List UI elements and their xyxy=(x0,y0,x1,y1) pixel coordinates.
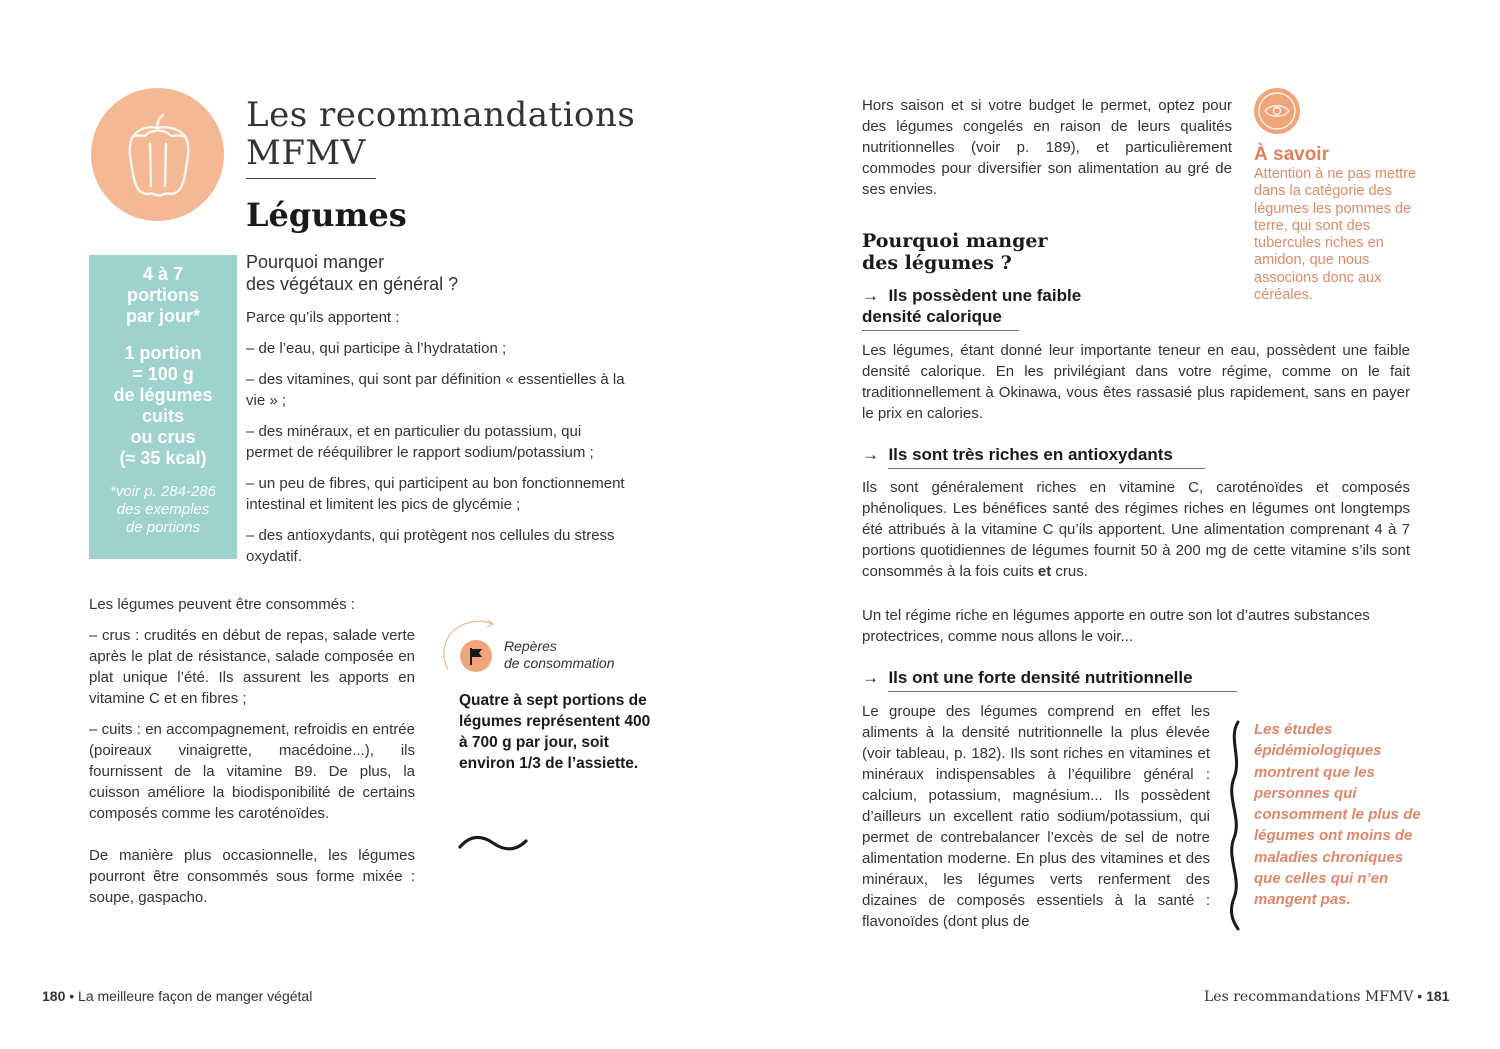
heading-text: Ils ont une forte densité nutritionnelle xyxy=(888,668,1193,687)
consumption-section xyxy=(89,594,415,918)
portion-note: *voir p. 284-286 xyxy=(110,483,216,500)
footer-bullet: • xyxy=(69,988,75,1004)
portion-line: par jour* xyxy=(125,306,200,326)
page-number: 181 xyxy=(1426,988,1450,1004)
heading-line: des légumes ? xyxy=(862,252,1012,274)
reperes-text: Quatre à sept portions de légumes représentent 400 à 700 g par jour, soit environ 1/3 de l’assiette. xyxy=(459,692,651,772)
wavy-brace-icon xyxy=(1222,718,1246,933)
heading-line: densité calorique xyxy=(862,307,1002,326)
portion-line: ou crus xyxy=(130,427,196,447)
portion-line: portions xyxy=(127,285,199,305)
a-savoir-title: À savoir xyxy=(1254,144,1329,165)
protective-substances-paragraph: Un tel régime riche en légumes apporte en outre son lot d’autres substances protectrices, comme nous allons le voir... xyxy=(862,607,1370,645)
portion-count: 4 à 7 xyxy=(142,264,184,284)
arrow-right-icon: → xyxy=(862,668,879,687)
footer-right xyxy=(1204,988,1449,1005)
title-line-2: MFMV xyxy=(246,133,366,173)
portion-kcal: (≈ 35 kcal) xyxy=(119,448,207,468)
question-line: Pourquoi manger xyxy=(246,252,385,272)
label-line: Repères xyxy=(504,638,557,654)
subheading-underline xyxy=(888,468,1205,469)
list-item: – des minéraux, et en particulier du potassium, qui permet de rééquilibrer le rapport sodium/potassium ; xyxy=(246,423,594,461)
text-span: Ils sont généralement riches en vitamine C, caroténoïdes et composés phénoliques. Les bénéfices santé des régimes riches en légumes ont longtemps été attribués à la vitamine C qu’ils apportent. Une alimentation comprenant 4 à 7 portions quotidiennes de légumes fournit 50 à 200 mg de cette vitamine s’ils sont consommés à la fois cuits xyxy=(862,479,1410,580)
subheading-underline xyxy=(862,330,1019,331)
portion-note: de portions xyxy=(125,519,201,536)
portion-info-box xyxy=(89,255,237,559)
frozen-vegetables-paragraph: Hors saison et si votre budget le permet, optez pour des légumes congelés en raison de leurs qualités nutritionnelles (voir p. 189), et particulièrement commodes pour diversifier son alimentation au gré de ses envies. xyxy=(862,97,1232,198)
text-bold: et xyxy=(1037,563,1052,580)
why-plants-list xyxy=(246,307,631,577)
reperes-label xyxy=(504,638,615,672)
antioxidants-paragraph xyxy=(862,477,1410,582)
text-span: crus. xyxy=(1051,563,1088,580)
arrow-right-icon: → xyxy=(862,445,879,464)
portion-line: = 100 g xyxy=(132,364,194,384)
heading-line: Pourquoi manger xyxy=(862,230,1048,252)
nutrient-density-paragraph: Le groupe des légumes comprend en effet les aliments à la densité nutritionnelle la plus élevée (voir tableau, p. 182). Ils sont riches en vitamines et minéraux indispensables à l’équilibre général : calcium, potassium, magnésium... Ils possèdent d’ailleurs un excellent ratio sodium/potassium, qui permet de contrebalancer l’excès de sel de notre alimentation moderne. En plus des vitamines et des minéraux, les légumes verts renferment des dizaines de composés essentiels à la santé : flavonoïdes (dont plus de xyxy=(862,703,1210,930)
arrow-right-icon: → xyxy=(862,286,879,305)
title-divider xyxy=(246,178,376,179)
low-calorie-paragraph: Les légumes, étant donné leur importante teneur en eau, possèdent une faible densité calorique. En les privilégiant dans votre régime, comme on le fait traditionnellement à Okinawa, vous êtes rassasié plus rapidement, sans en payer le prix en calories. xyxy=(862,342,1410,422)
book-title: La meilleure façon de manger végétal xyxy=(78,988,313,1004)
pull-quote: Les études épidémiologiques montrent que les personnes qui consomment le plus de légumes ont moins de maladies chroniques que celles qui n’en mangent pas. xyxy=(1254,721,1421,909)
eye-icon xyxy=(1254,88,1300,134)
consumption-occasional: De manière plus occasionnelle, les légumes pourront être consommés sous forme mixée : soupe, gaspacho. xyxy=(89,847,415,906)
subheading-underline xyxy=(888,691,1237,692)
list-intro: Parce qu’ils apportent : xyxy=(246,309,400,326)
bell-pepper-icon xyxy=(91,88,224,221)
subheading-antioxidants xyxy=(862,444,1173,465)
consumption-cooked: – cuits : en accompagnement, refroidis en entrée (poireaux vinaigrette, macédoine...), ils fournissent de la vitamine B9. De plus, la cuisson améliore la biodisponibilité de certains composés comme les caroténoïdes. xyxy=(89,721,415,822)
subheading-low-calorie xyxy=(862,285,1081,327)
running-title: Les recommandations MFMV xyxy=(1204,989,1414,1005)
footer-left xyxy=(42,988,312,1004)
footer-bullet: • xyxy=(1417,988,1423,1004)
list-item: – des antioxydants, qui protègent nos cellules du stress oxydatif. xyxy=(246,527,615,565)
list-item: – de l’eau, qui participe à l’hydratation ; xyxy=(246,340,507,357)
page-number: 180 xyxy=(42,988,66,1004)
list-item: – des vitamines, qui sont par définition « essentielles à la vie » ; xyxy=(246,371,625,409)
portion-note: des exemples xyxy=(116,501,210,518)
portion-line: cuits xyxy=(141,406,184,426)
heading-line: Ils possèdent une faible xyxy=(888,286,1082,305)
why-vegetables-heading xyxy=(862,230,1048,274)
consumption-raw: – crus : crudités en début de repas, salade verte après le plat de résistance, salade composée en plat unique l’été. Ils assurent les apports en vitamine C et en fibres ; xyxy=(89,627,415,707)
page-title xyxy=(246,96,635,172)
portion-line: 1 portion xyxy=(124,343,202,363)
label-line: de consommation xyxy=(504,655,615,671)
subheading-nutrient-density xyxy=(862,667,1193,688)
tilde-ornament-icon xyxy=(457,832,529,854)
reperes-callout xyxy=(440,618,640,678)
flag-icon xyxy=(460,640,492,672)
consumption-intro: Les légumes peuvent être consommés : xyxy=(89,596,355,613)
heading-text: Ils sont très riches en antioxydants xyxy=(888,445,1173,464)
section-title: Légumes xyxy=(246,196,407,234)
title-line-1: Les recommandations xyxy=(246,95,636,135)
why-plants-question xyxy=(246,251,458,295)
question-line: des végétaux en général ? xyxy=(246,274,459,294)
a-savoir-text: Attention à ne pas mettre dans la catégorie des légumes les pommes de terre, qui sont des tubercules riches en amidon, que nous associons donc aux céréales. xyxy=(1254,166,1417,304)
list-item: – un peu de fibres, qui participent au bon fonctionnement intestinal et limitent les pics de glycémie ; xyxy=(246,475,625,513)
portion-line: de légumes xyxy=(113,385,213,405)
